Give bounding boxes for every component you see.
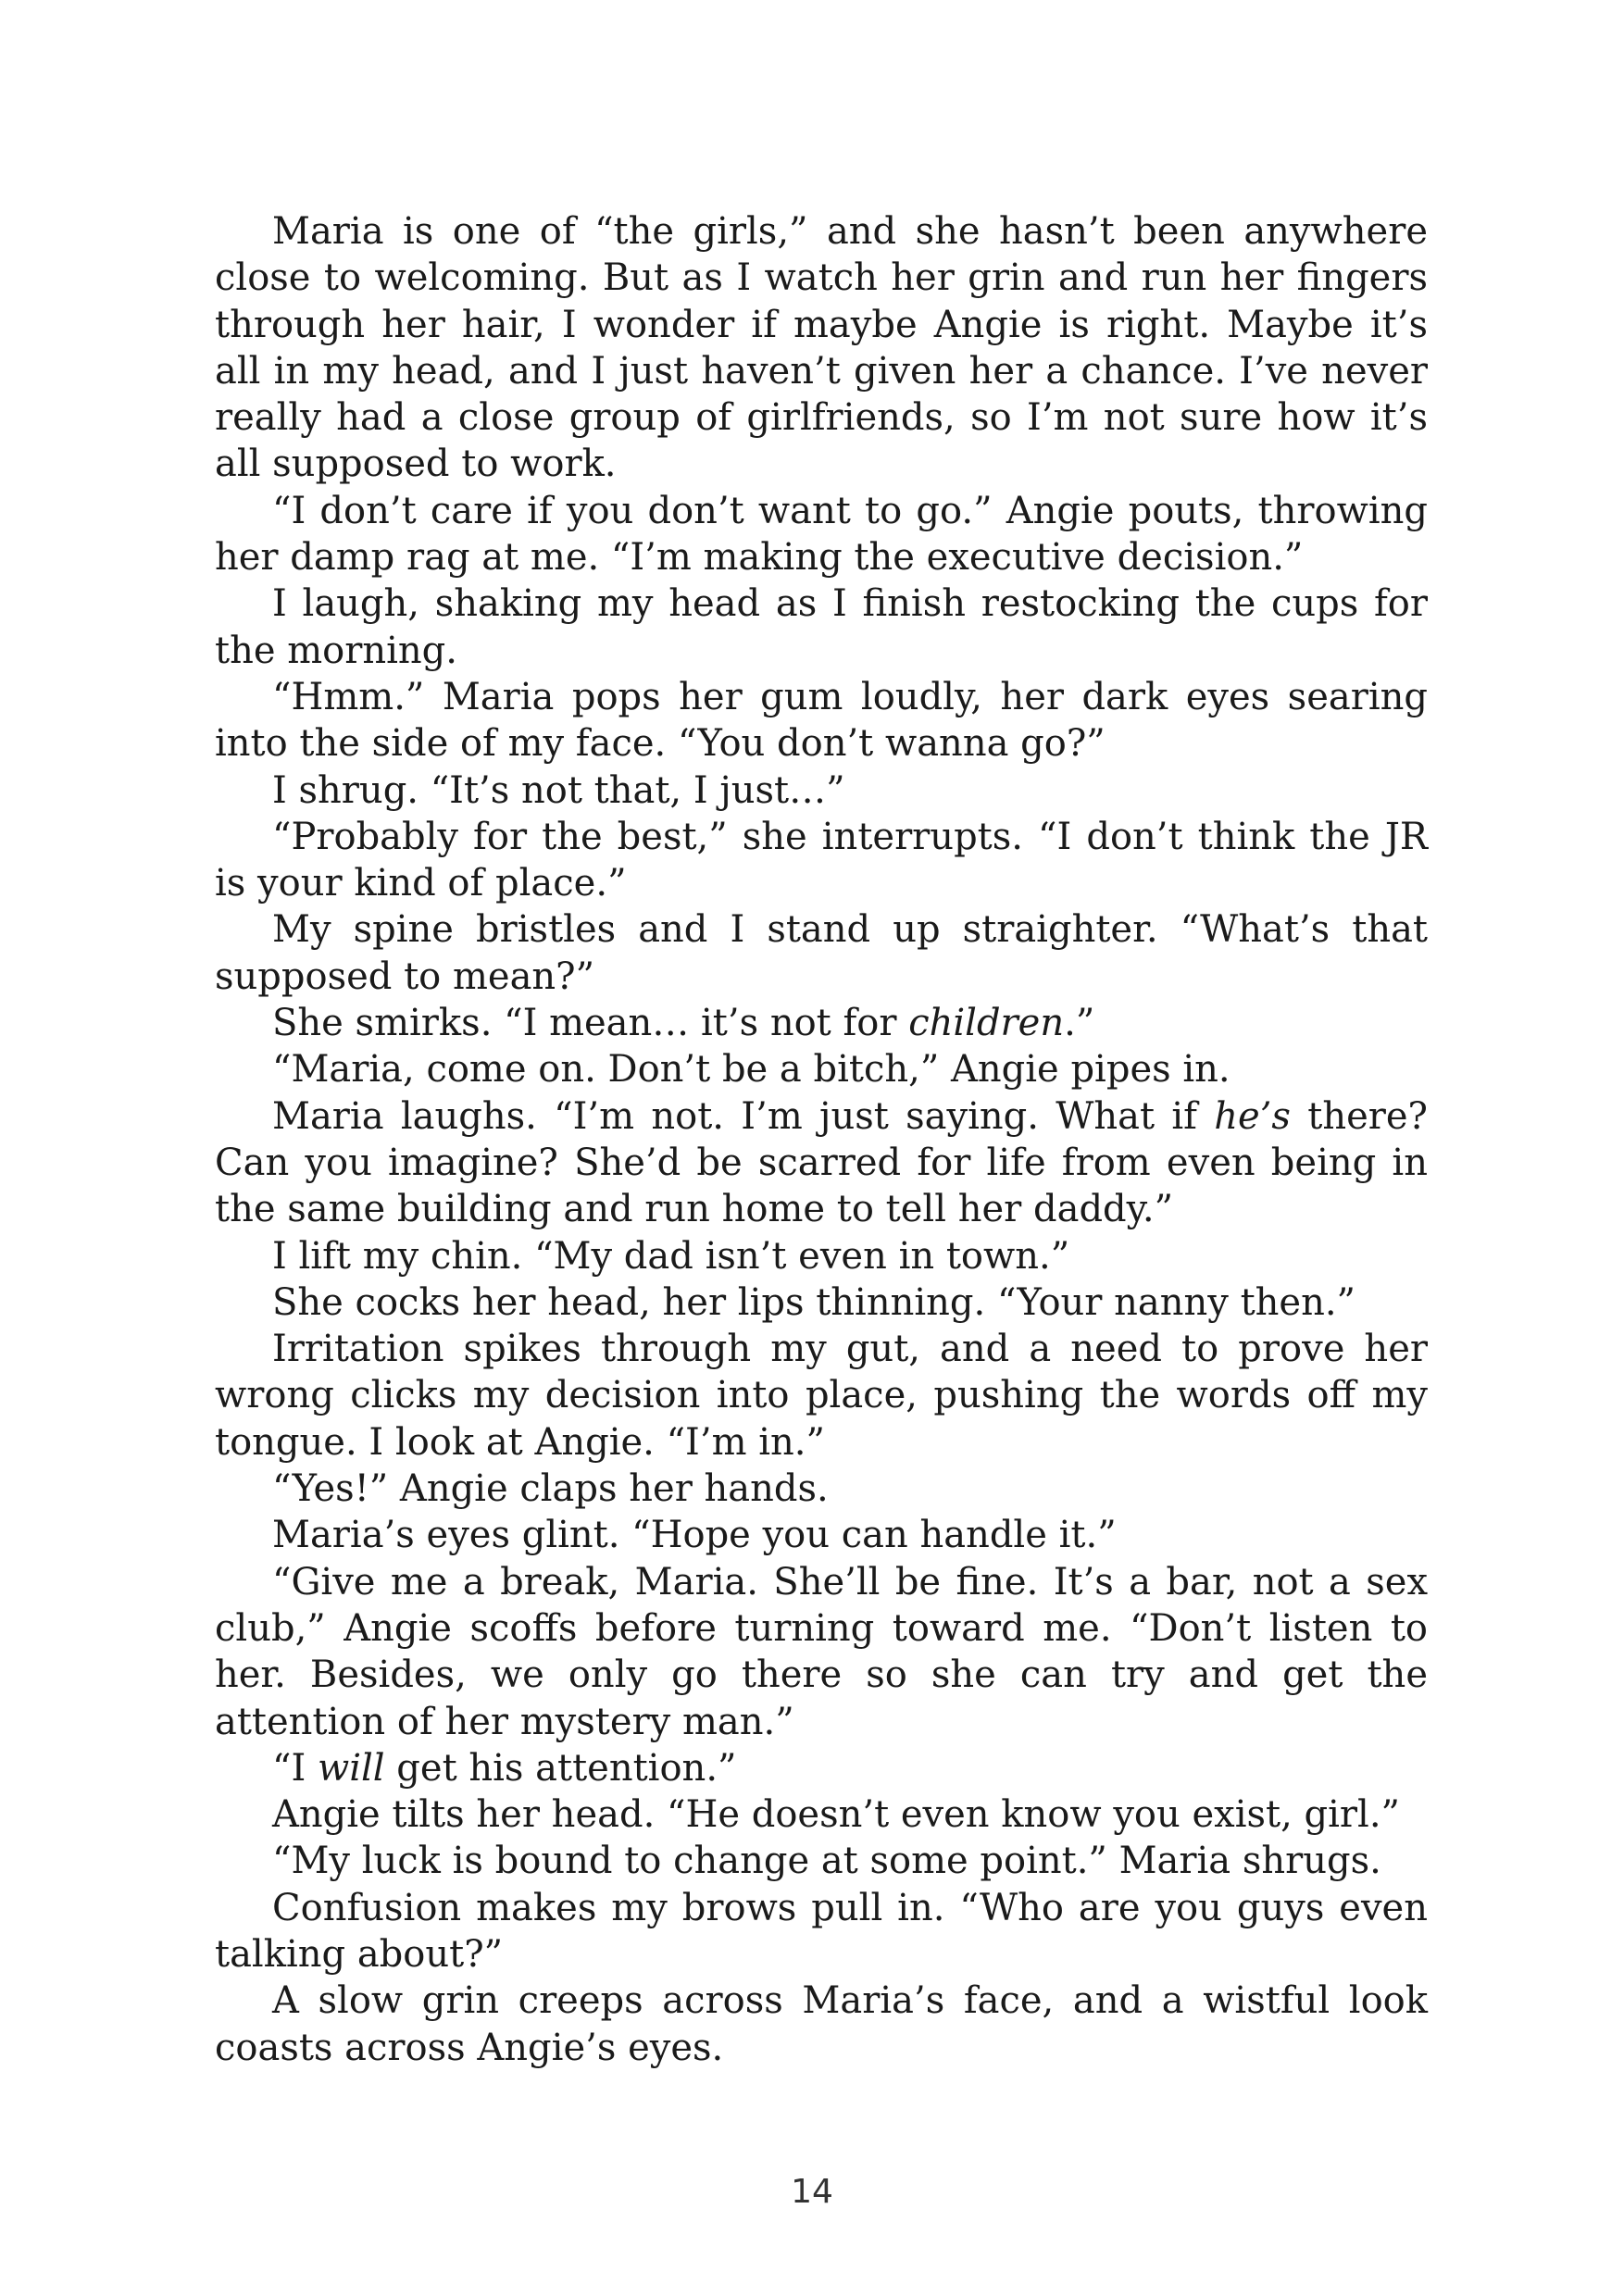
paragraph <box>215 1885 1428 1978</box>
paragraph <box>215 1791 1428 1838</box>
paragraph <box>215 1093 1428 1233</box>
text-run: Maria is one of “the girls,” and she hasn’t been anywhere close to welcoming. But as I watch her grin and run her fingers through her hair, I wonder if maybe Angie is right. Maybe it’s all in my head, and I just haven’t given her a chance. I’ve never really had a close group of girlfriends, so I’m not sure how it’s all supposed to work. <box>215 210 1428 486</box>
text-run: get his attention.” <box>384 1746 737 1790</box>
paragraph <box>215 1279 1428 1326</box>
text-run: .” <box>1064 1002 1095 1045</box>
text-run: “I <box>272 1746 318 1790</box>
paragraph <box>215 767 1428 814</box>
paragraph <box>215 1745 1428 1791</box>
text-run: Maria’s eyes glint. “Hope you can handle it.” <box>272 1514 1117 1557</box>
paragraph <box>215 1046 1428 1092</box>
paragraph <box>215 1512 1428 1558</box>
paragraph <box>215 488 1428 581</box>
text-run: “Maria, come on. Don’t be a bitch,” Angie pipes in. <box>272 1048 1230 1092</box>
paragraph <box>215 906 1428 1000</box>
text-run: My spine bristles and I stand up straighter. “What’s that supposed to mean?” <box>215 908 1428 998</box>
body-text <box>215 208 1428 2071</box>
text-run: She cocks her head, her lips thinning. “Your nanny then.” <box>272 1280 1355 1324</box>
text-run: Irritation spikes through my gut, and a need to prove her wrong clicks my decision into place, pushing the words off my tongue. I look at Angie. “I’m in.” <box>215 1328 1428 1464</box>
italic-text: he’s <box>1214 1094 1291 1138</box>
italic-text: will <box>317 1746 385 1790</box>
paragraph <box>215 1233 1428 1279</box>
text-run: Maria laughs. “I’m not. I’m just saying. What if <box>272 1094 1215 1138</box>
page-number: 14 <box>791 2173 833 2211</box>
text-run: I lift my chin. “My dad isn’t even in town.” <box>272 1234 1070 1278</box>
text-run: “Give me a break, Maria. She’ll be fine. It’s a bar, not a sex club,” Angie scoffs before turning toward me. “Don’t listen to her. Besides, we only go there so she can try and get the attention of her mystery man.” <box>215 1560 1428 1743</box>
text-run: I laugh, shaking my head as I finish restocking the cups for the morning. <box>215 582 1428 672</box>
paragraph <box>215 1978 1428 2071</box>
text-run: there? Can you imagine? She’d be scarred for life from even being in the same building and run home to tell her daddy.” <box>215 1094 1428 1231</box>
text-run: Confusion makes my brows pull in. “Who are you guys even talking about?” <box>215 1886 1428 1976</box>
text-run: “Hmm.” Maria pops her gum loudly, her dark eyes searing into the side of my face. “You don’t wanna go?” <box>215 675 1428 766</box>
text-run: “Probably for the best,” she interrupts. “I don’t think the JR is your kind of place.” <box>215 815 1428 905</box>
paragraph <box>215 1326 1428 1466</box>
paragraph <box>215 580 1428 674</box>
paragraph <box>215 1838 1428 1884</box>
text-run: “I don’t care if you don’t want to go.” Angie pouts, throwing her damp rag at me. “I’m making the executive decision.” <box>215 489 1428 580</box>
text-run: She smirks. “I mean… it’s not for <box>272 1002 909 1045</box>
text-run: “My luck is bound to change at some point.” Maria shrugs. <box>272 1840 1381 1883</box>
paragraph <box>215 208 1428 488</box>
text-run: “Yes!” Angie claps her hands. <box>272 1467 829 1511</box>
text-run: A slow grin creeps across Maria’s face, and a wistful look coasts across Angie’s eyes. <box>215 1979 1428 2069</box>
text-run: I shrug. “It’s not that, I just…” <box>272 768 845 812</box>
italic-text: children <box>908 1002 1065 1045</box>
paragraph <box>215 1000 1428 1046</box>
paragraph <box>215 1559 1428 1745</box>
paragraph <box>215 674 1428 767</box>
text-run: Angie tilts her head. “He doesn’t even know you exist, girl.” <box>272 1793 1401 1837</box>
paragraph <box>215 1466 1428 1512</box>
paragraph <box>215 814 1428 907</box>
